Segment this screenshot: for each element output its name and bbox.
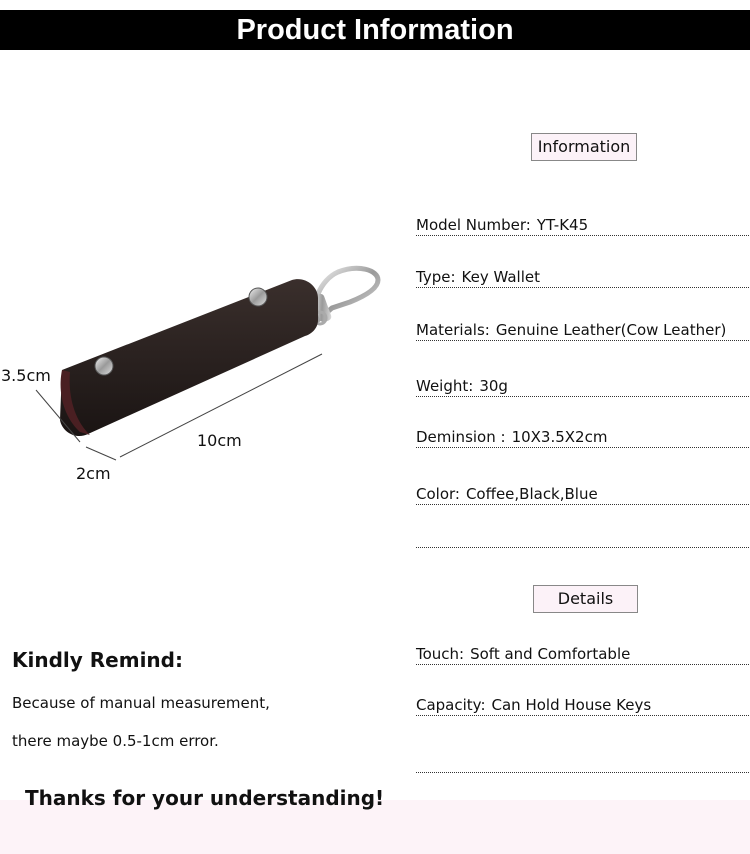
spec-value: Genuine Leather(Cow Leather) <box>495 321 727 339</box>
length-label: 10cm <box>197 431 242 450</box>
detail-capacity <box>416 696 749 716</box>
spec-value: 30g <box>479 377 508 395</box>
spec-color <box>416 485 749 505</box>
spec-weight <box>416 377 749 397</box>
detail-value: Soft and Comfortable <box>470 645 631 663</box>
spec-value: Key Wallet <box>461 268 540 286</box>
spec-model-number <box>416 216 749 236</box>
detail-value: Can Hold House Keys <box>491 696 652 714</box>
spec-value: Coffee,Black,Blue <box>465 485 598 503</box>
spec-value: 10X3.5X2cm <box>511 428 608 446</box>
detail-key: Capacity: <box>416 696 486 714</box>
spec-type <box>416 268 749 288</box>
divider <box>416 772 749 773</box>
spec-materials <box>416 321 749 341</box>
spec-dimension <box>416 428 749 448</box>
spec-key: Model Number: <box>416 216 531 234</box>
remind-title: Kindly Remind: <box>12 648 183 672</box>
page-title: Product Information <box>0 10 750 50</box>
spec-key: Weight: <box>416 377 474 395</box>
remind-line-2: there maybe 0.5-1cm error. <box>12 732 219 750</box>
spec-key: Type: <box>416 268 456 286</box>
clasp-icon <box>312 268 378 324</box>
depth-dimension-line <box>86 447 116 460</box>
height-label: 3.5cm <box>1 366 51 385</box>
spec-value: YT-K45 <box>536 216 589 234</box>
depth-label: 2cm <box>76 464 111 483</box>
remind-line-1: Because of manual measurement, <box>12 694 270 712</box>
divider <box>416 547 749 548</box>
spec-key: Materials: <box>416 321 490 339</box>
details-label: Details <box>533 585 638 613</box>
thanks-text: Thanks for your understanding! <box>25 786 385 810</box>
detail-touch <box>416 645 749 665</box>
information-label: Information <box>531 133 637 161</box>
spec-key: Deminsion : <box>416 428 506 446</box>
detail-key: Touch: <box>416 645 465 663</box>
spec-key: Color: <box>416 485 460 503</box>
leather-body <box>60 279 318 436</box>
